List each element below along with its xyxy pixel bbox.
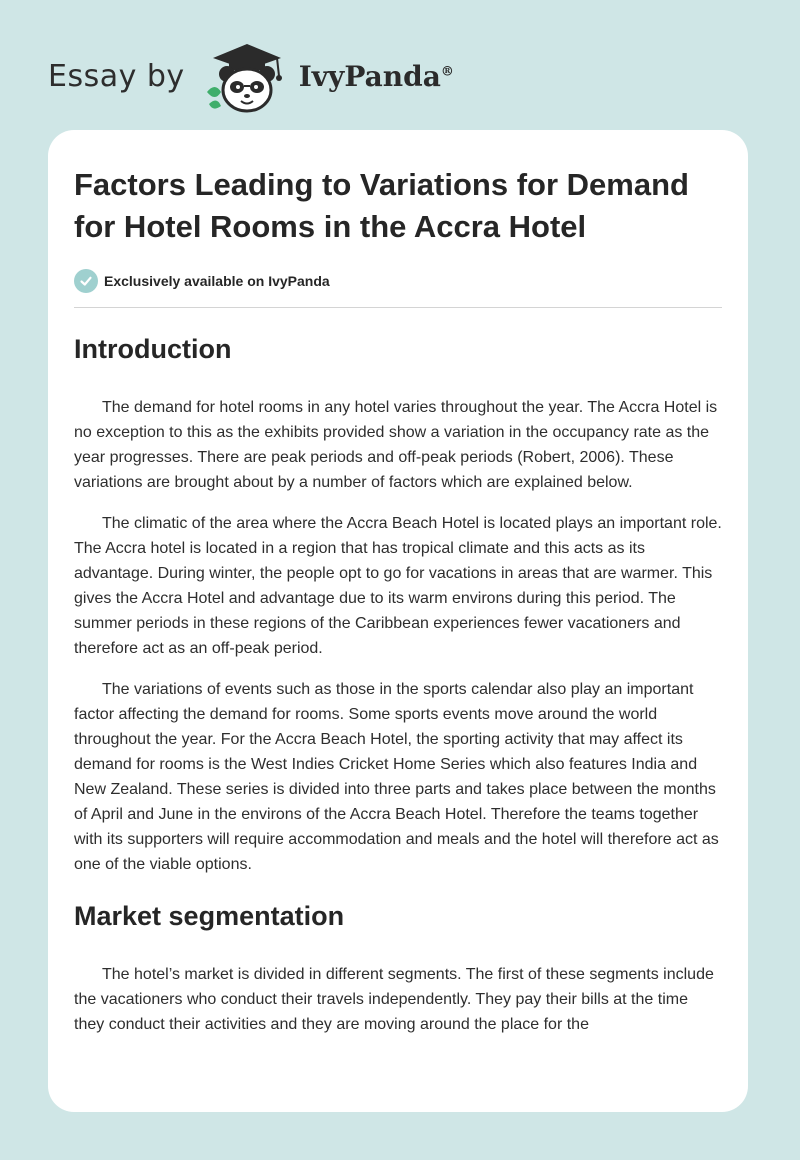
essay-title: Factors Leading to Variations for Demand for Hotel Rooms in the Accra Hotel <box>74 167 689 244</box>
exclusive-badge <box>74 269 722 293</box>
paragraph: The demand for hotel rooms in any hotel varies throughout the year. The Accra Hotel is no exception to this as the exhibits provided show a variation in the occupancy rate as the year progresses. There are peak periods and off-peak periods (Robert, 2006). These variations are brought about by a number of factors which are explained below. <box>74 399 718 491</box>
essay-by-label: Essay by <box>48 58 185 94</box>
section-heading-introduction: Introduction <box>74 334 232 364</box>
essay-card <box>48 130 748 1112</box>
check-icon <box>74 269 98 293</box>
paragraph: The hotel’s market is divided in different segments. The first of these segments include the vacationers who conduct their travels independently. They pay their bills at the time they conduct their activities and they are moving around the place for the <box>74 966 714 1033</box>
divider <box>74 307 722 308</box>
brand-name[interactable]: IvyPanda® <box>298 59 454 93</box>
section-heading-market-segmentation: Market segmentation <box>74 901 345 931</box>
exclusive-label: Exclusively available on IvyPanda <box>104 273 330 289</box>
paragraph: The climatic of the area where the Accra Beach Hotel is located plays an important role. The Accra hotel is located in a region that has tropical climate and this acts as its advantage. During winter, the people opt to go for vacations in areas that are warmer. This gives the Accra Hotel and advantage due to its warm environs during this period. The summer periods in these regions of the Caribbean experiences fewer vacationers and therefore act as an off-peak period. <box>74 515 722 657</box>
paragraph: The variations of events such as those in the sports calendar also play an important factor affecting the demand for rooms. Some sports events move around the world throughout the year. For the Accra Beach Hotel, the sporting activity that may affect its demand for rooms is the West Indies Cricket Home Series which also features India and New Zealand. These series is divided into three parts and takes place between the months of April and June in the environs of the Accra Beach Hotel. Therefore the teams together with its supporters will require accommodation and meals and the hotel will therefore act as one of the viable options. <box>74 681 719 873</box>
panda-logo-icon[interactable] <box>199 36 295 116</box>
brand-header <box>48 36 454 116</box>
